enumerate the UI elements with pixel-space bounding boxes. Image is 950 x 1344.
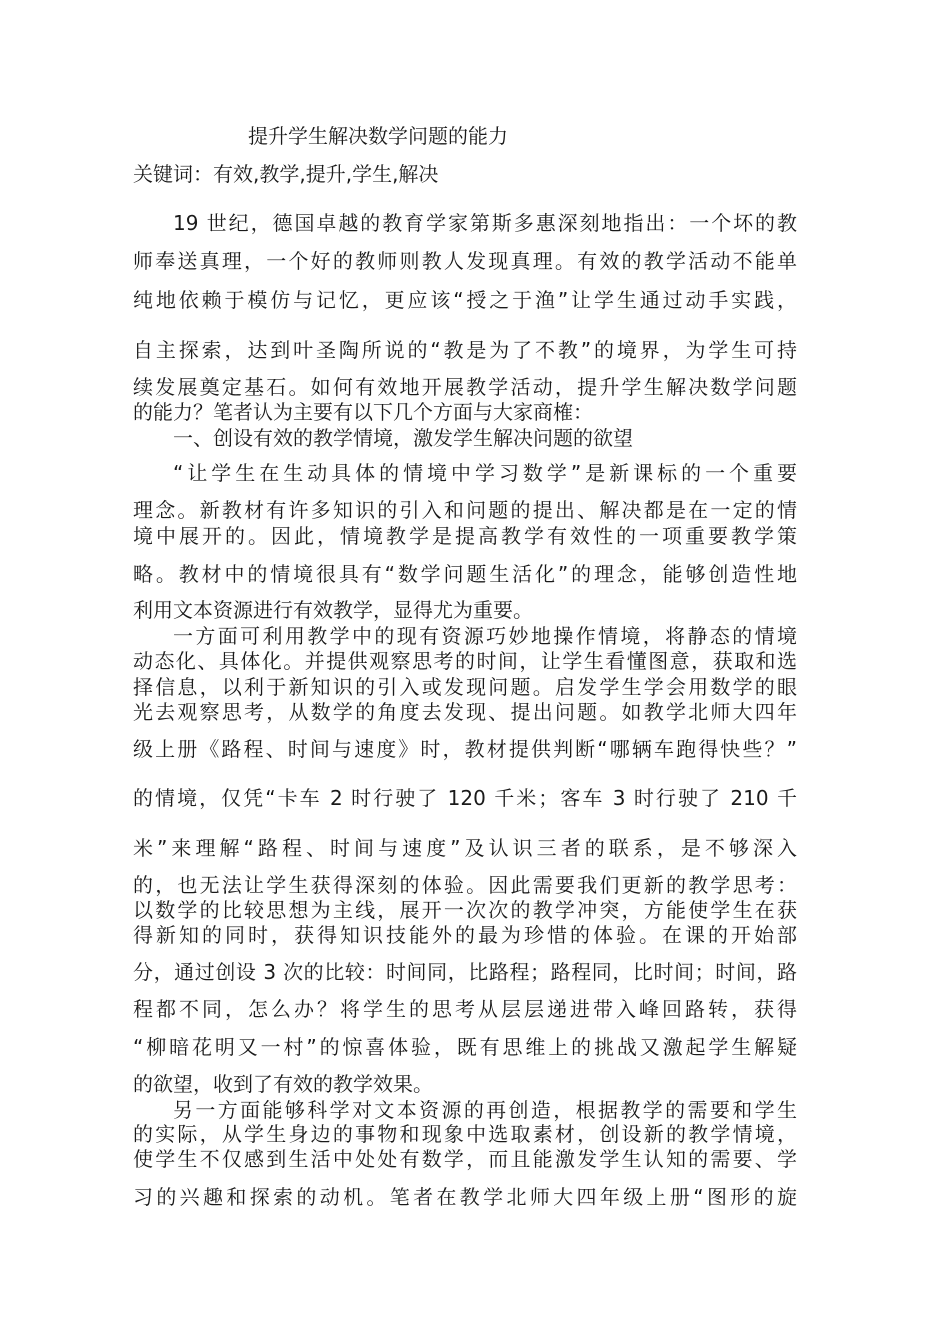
text-line: 的欲望，收到了有效的教学效果。: [133, 1072, 433, 1096]
text-line: 纯地依赖于模仿与记忆，更应该“授之于渔”让学生通过动手实践，: [133, 288, 797, 312]
text-line: 习的兴趣和探索的动机。笔者在教学北师大四年级上册“图形的旋: [133, 1185, 797, 1209]
text-line: 动态化、具体化。并提供观察思考的时间，让学生看懂图意，获取和选: [133, 649, 797, 673]
document-title: 提升学生解决数学问题的能力: [248, 124, 508, 148]
text-line: 的实际，从学生身边的事物和现象中选取素材，创设新的教学情境，: [133, 1122, 797, 1146]
text-line: 的情境，仅凭“卡车 2 时行驶了 120 千米；客车 3 时行驶了 210 千: [133, 786, 797, 810]
text-line: 的能力？笔者认为主要有以下几个方面与大家商榷：: [133, 400, 593, 424]
text-line: 师奉送真理，一个好的教师则教人发现真理。有效的教学活动不能单: [133, 249, 797, 273]
text-line: 一方面可利用教学中的现有资源巧妙地操作情境，将静态的情境: [173, 624, 797, 648]
text-line: 续发展奠定基石。如何有效地开展教学活动，提升学生解决数学问题: [133, 375, 797, 399]
text-line: 米”来理解“路程、时间与速度”及认识三者的联系，是不够深入: [133, 836, 797, 860]
text-line: 光去观察思考，从数学的角度去发现、提出问题。如教学北师大四年: [133, 700, 797, 724]
text-line: 以数学的比较思想为主线，展开一次次的教学冲突，方能使学生在获: [133, 898, 797, 922]
text-line: 得新知的同时，获得知识技能外的最为珍惜的体验。在课的开始部: [133, 923, 797, 947]
text-line: 程都不同，怎么办？将学生的思考从层层递进带入峰回路转，获得: [133, 997, 797, 1021]
text-line: “柳暗花明又一村”的惊喜体验，既有思维上的挑战又激起学生解疑: [133, 1035, 797, 1059]
text-line: 另一方面能够科学对文本资源的再创造，根据教学的需要和学生: [173, 1098, 797, 1122]
keywords-line: 关键词：有效,教学,提升,学生,解决: [133, 162, 439, 186]
text-line: 分，通过创设 3 次的比较：时间同，比路程；路程同，比时间；时间，路: [133, 960, 797, 984]
text-line: 利用文本资源进行有效教学，显得尤为重要。: [133, 598, 533, 622]
text-line: 略。教材中的情境很具有“数学问题生活化”的理念，能够创造性地: [133, 562, 797, 586]
section-heading: 一、创设有效的教学情境，激发学生解决问题的欲望: [173, 426, 633, 450]
text-line: 自主探索，达到叶圣陶所说的“教是为了不教”的境界，为学生可持: [133, 338, 797, 362]
text-line: 境中展开的。因此，情境教学是提高教学有效性的一项重要教学策: [133, 524, 797, 548]
text-line: 的，也无法让学生获得深刻的体验。因此需要我们更新的教学思考：: [133, 873, 797, 897]
text-line: 级上册《路程、时间与速度》时，教材提供判断“哪辆车跑得快些？”: [133, 737, 797, 761]
text-line: 理念。新教材有许多知识的引入和问题的提出、解决都是在一定的情: [133, 498, 797, 522]
text-line: “让学生在生动具体的情境中学习数学”是新课标的一个重要: [173, 461, 797, 485]
text-line: 19 世纪，德国卓越的教育学家第斯多惠深刻地指出：一个坏的教: [173, 211, 797, 235]
text-line: 择信息，以利于新知识的引入或发现问题。启发学生学会用数学的眼: [133, 675, 797, 699]
text-line: 使学生不仅感到生活中处处有数学，而且能激发学生认知的需要、学: [133, 1147, 797, 1171]
